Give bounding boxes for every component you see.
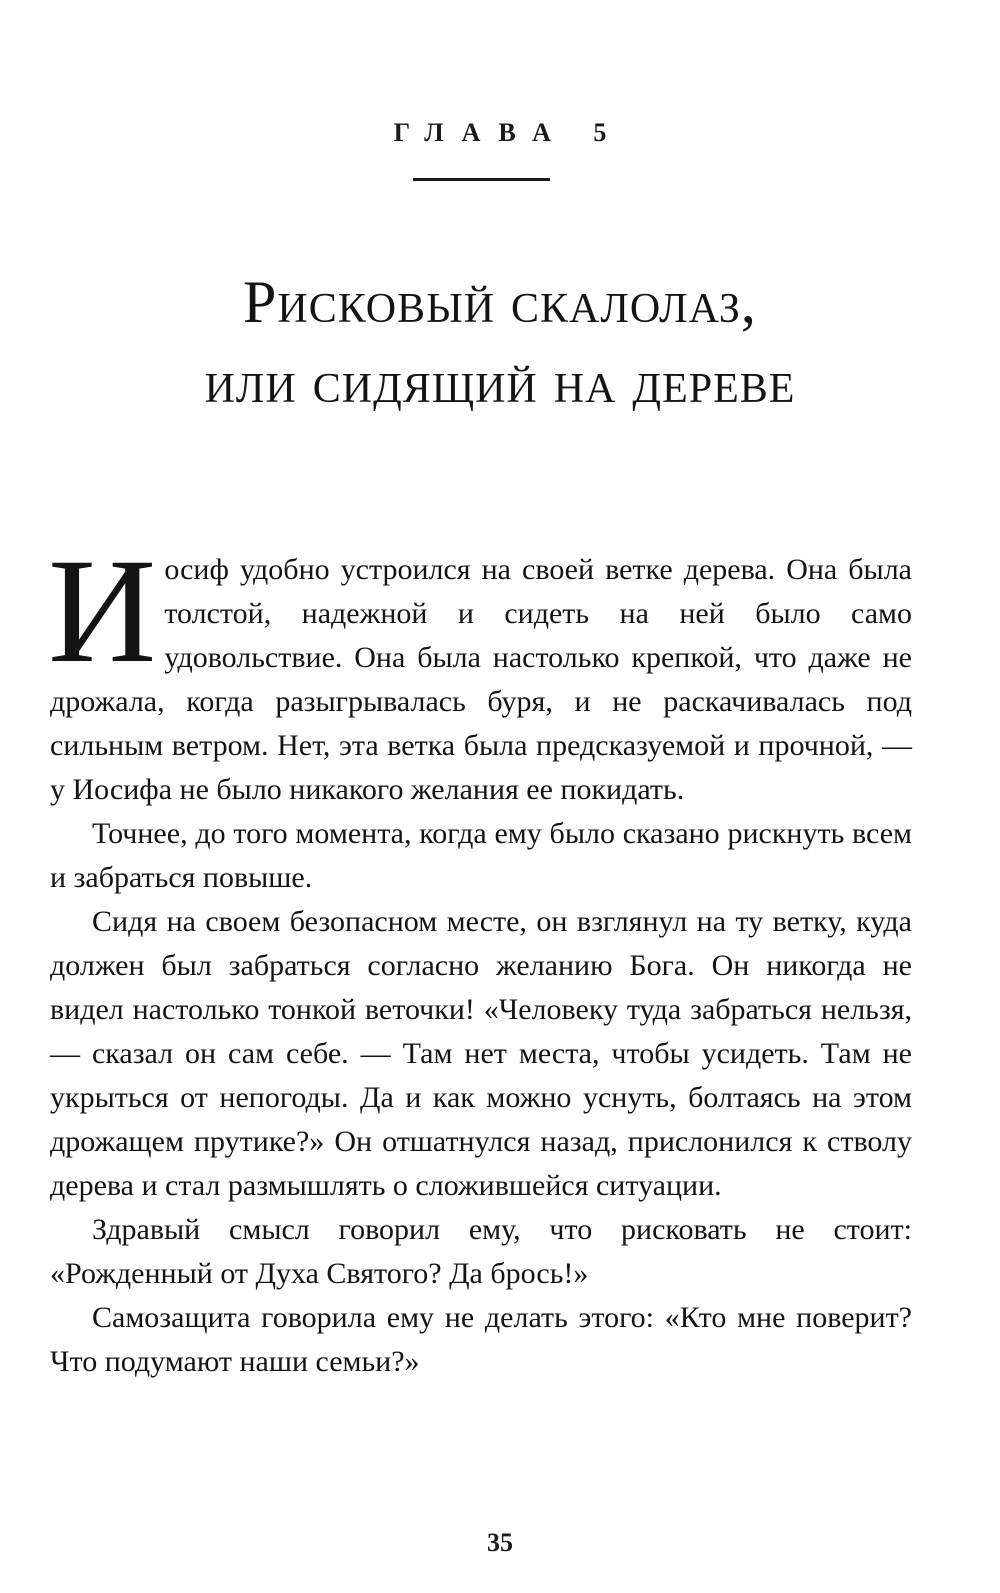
drop-cap: И xyxy=(48,528,157,694)
chapter-title-line-1: Рисковый скалолаз, xyxy=(243,269,757,335)
paragraph xyxy=(48,528,912,812)
chapter-title-line-2: или сидящий на дереве xyxy=(204,349,796,415)
paragraph: Самозащита говорила ему не делать этого: «Кто мне поверит? Что подумают наши семьи?» xyxy=(50,1301,912,1378)
chapter-title xyxy=(0,262,1000,422)
paragraph: Сидя на своем безопасном месте, он взглянул на ту ветку, куда должен был забраться согласно желанию Бога. Он никогда не видел настолько тонкой веточки! «Человеку туда забраться нельзя, — сказал он сам себе. — Там нет места, чтобы усидеть. Там не укрыться от непогоды. Да и как можно уснуть, болтаясь на этом дрожащем прутике?» Он отшатнулся назад, прислонился к стволу дерева и стал размышлять о сложившейся ситуации. xyxy=(50,905,912,1202)
chapter-label: ГЛАВА 5 xyxy=(393,118,625,147)
page-number: 35 xyxy=(487,1528,513,1557)
paragraph: Точнее, до того момента, когда ему было сказано рискнуть всем и забраться повыше. xyxy=(50,817,912,894)
body-text xyxy=(48,528,912,1384)
paragraph-text: осиф удобно устроился на своей ветке дерева. Она была толстой, надежной и сидеть на ней было само удовольствие. Она была настолько крепкой, что даже не дрожала, когда разыгрывалась буря, и не раскачивалась под сильным ветром. Нет, эта ветка была предсказуемой и прочной, — у Иосифа не было никакого желания ее покидать. xyxy=(50,553,912,806)
chapter-divider xyxy=(413,178,550,181)
paragraph: Здравый смысл говорил ему, что рисковать не стоит: «Рожденный от Духа Святого? Да брось!» xyxy=(50,1213,912,1290)
